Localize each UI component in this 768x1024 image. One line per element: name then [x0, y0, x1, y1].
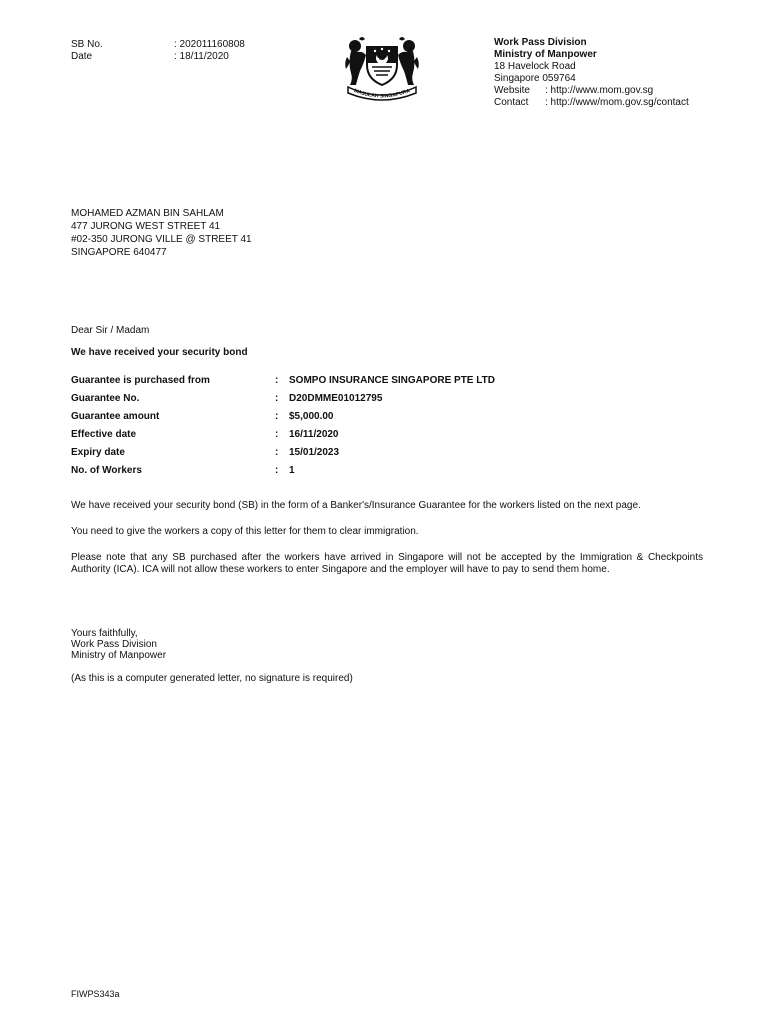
tiger-supporter-icon [398, 37, 419, 85]
recipient-address-line2: #02-350 JURONG VILLE @ STREET 41 [71, 234, 252, 245]
detail-label: Guarantee No. [71, 393, 140, 404]
issuer-website-row [494, 85, 689, 97]
coat-of-arms-graphic [342, 33, 422, 101]
recipient-address-line3: SINGAPORE 640477 [71, 247, 167, 258]
sb-number-label: SB No. [71, 39, 103, 50]
closing-division: Work Pass Division [71, 639, 157, 650]
issuer-address-line1: 18 Havelock Road [494, 61, 576, 72]
website-link[interactable]: : http://www.mom.gov.sg [545, 85, 654, 96]
body-paragraph-2: You need to give the workers a copy of this letter for them to clear immigration. [71, 526, 419, 537]
issuer-contact-row [494, 97, 689, 109]
detail-label: Expiry date [71, 447, 125, 458]
reference-block [71, 39, 245, 63]
detail-value: 15/01/2023 [289, 447, 340, 458]
detail-colon: : [275, 411, 279, 422]
date-value: : 18/11/2020 [174, 51, 229, 62]
detail-label: Guarantee is purchased from [71, 375, 210, 386]
issuer-ministry: Ministry of Manpower [494, 49, 597, 60]
body-paragraph-3: Please note that any SB purchased after the workers have arrived in Singapore will not be accepted by the Immigration & Checkpoints Authority (ICA). ICA will not allow these workers to enter Singapore and the employer will have to pay to send them home. [71, 552, 703, 575]
recipient-name: MOHAMED AZMAN BIN SAHLAM [71, 208, 224, 219]
form-code: FIWPS343a [71, 989, 120, 999]
issuer-division: Work Pass Division [494, 37, 587, 48]
contact-label: Contact [494, 97, 529, 108]
sb-number-value: : 202011160808 [174, 39, 245, 50]
letter-heading: We have received your security bond [71, 347, 248, 358]
date-label: Date [71, 51, 93, 62]
detail-row [71, 390, 495, 408]
detail-value: 1 [289, 465, 295, 476]
motto-text: MAJULAH SINGAPURA [353, 88, 411, 100]
salutation: Dear Sir / Madam [71, 325, 150, 336]
detail-colon: : [275, 447, 279, 458]
detail-label: No. of Workers [71, 465, 142, 476]
detail-colon: : [275, 465, 279, 476]
guarantee-details-table [71, 372, 495, 480]
detail-row [71, 372, 495, 390]
detail-row [71, 426, 495, 444]
recipient-address-line1: 477 JURONG WEST STREET 41 [71, 221, 221, 232]
date-row [71, 51, 245, 63]
lion-supporter-icon [345, 37, 366, 85]
detail-value: D20DMME01012795 [289, 393, 383, 404]
detail-row [71, 408, 495, 426]
detail-row [71, 444, 495, 462]
body-paragraph-1: We have received your security bond (SB) in the form of a Banker's/Insurance Guarantee for the workers listed on the next page. [71, 500, 641, 511]
detail-value: SOMPO INSURANCE SINGAPORE PTE LTD [289, 375, 495, 386]
signature-note: (As this is a computer generated letter, no signature is required) [71, 673, 353, 684]
closing-ministry: Ministry of Manpower [71, 650, 167, 661]
website-label: Website [494, 85, 530, 96]
detail-colon: : [275, 393, 279, 404]
coat-of-arms-icon [342, 33, 422, 101]
closing-line: Yours faithfully, [71, 628, 138, 639]
detail-value: 16/11/2020 [289, 429, 339, 440]
issuer-block [494, 37, 689, 109]
detail-label: Effective date [71, 429, 137, 440]
detail-colon: : [275, 429, 279, 440]
detail-row [71, 462, 495, 480]
recipient-address [71, 207, 252, 259]
sb-number-row [71, 39, 245, 51]
detail-value: $5,000.00 [289, 411, 334, 422]
detail-label: Guarantee amount [71, 411, 160, 422]
closing-block [71, 628, 166, 661]
detail-colon: : [275, 375, 279, 386]
issuer-address-line2: Singapore 059764 [494, 73, 576, 84]
contact-link[interactable]: : http://www/mom.gov.sg/contact [545, 97, 689, 108]
